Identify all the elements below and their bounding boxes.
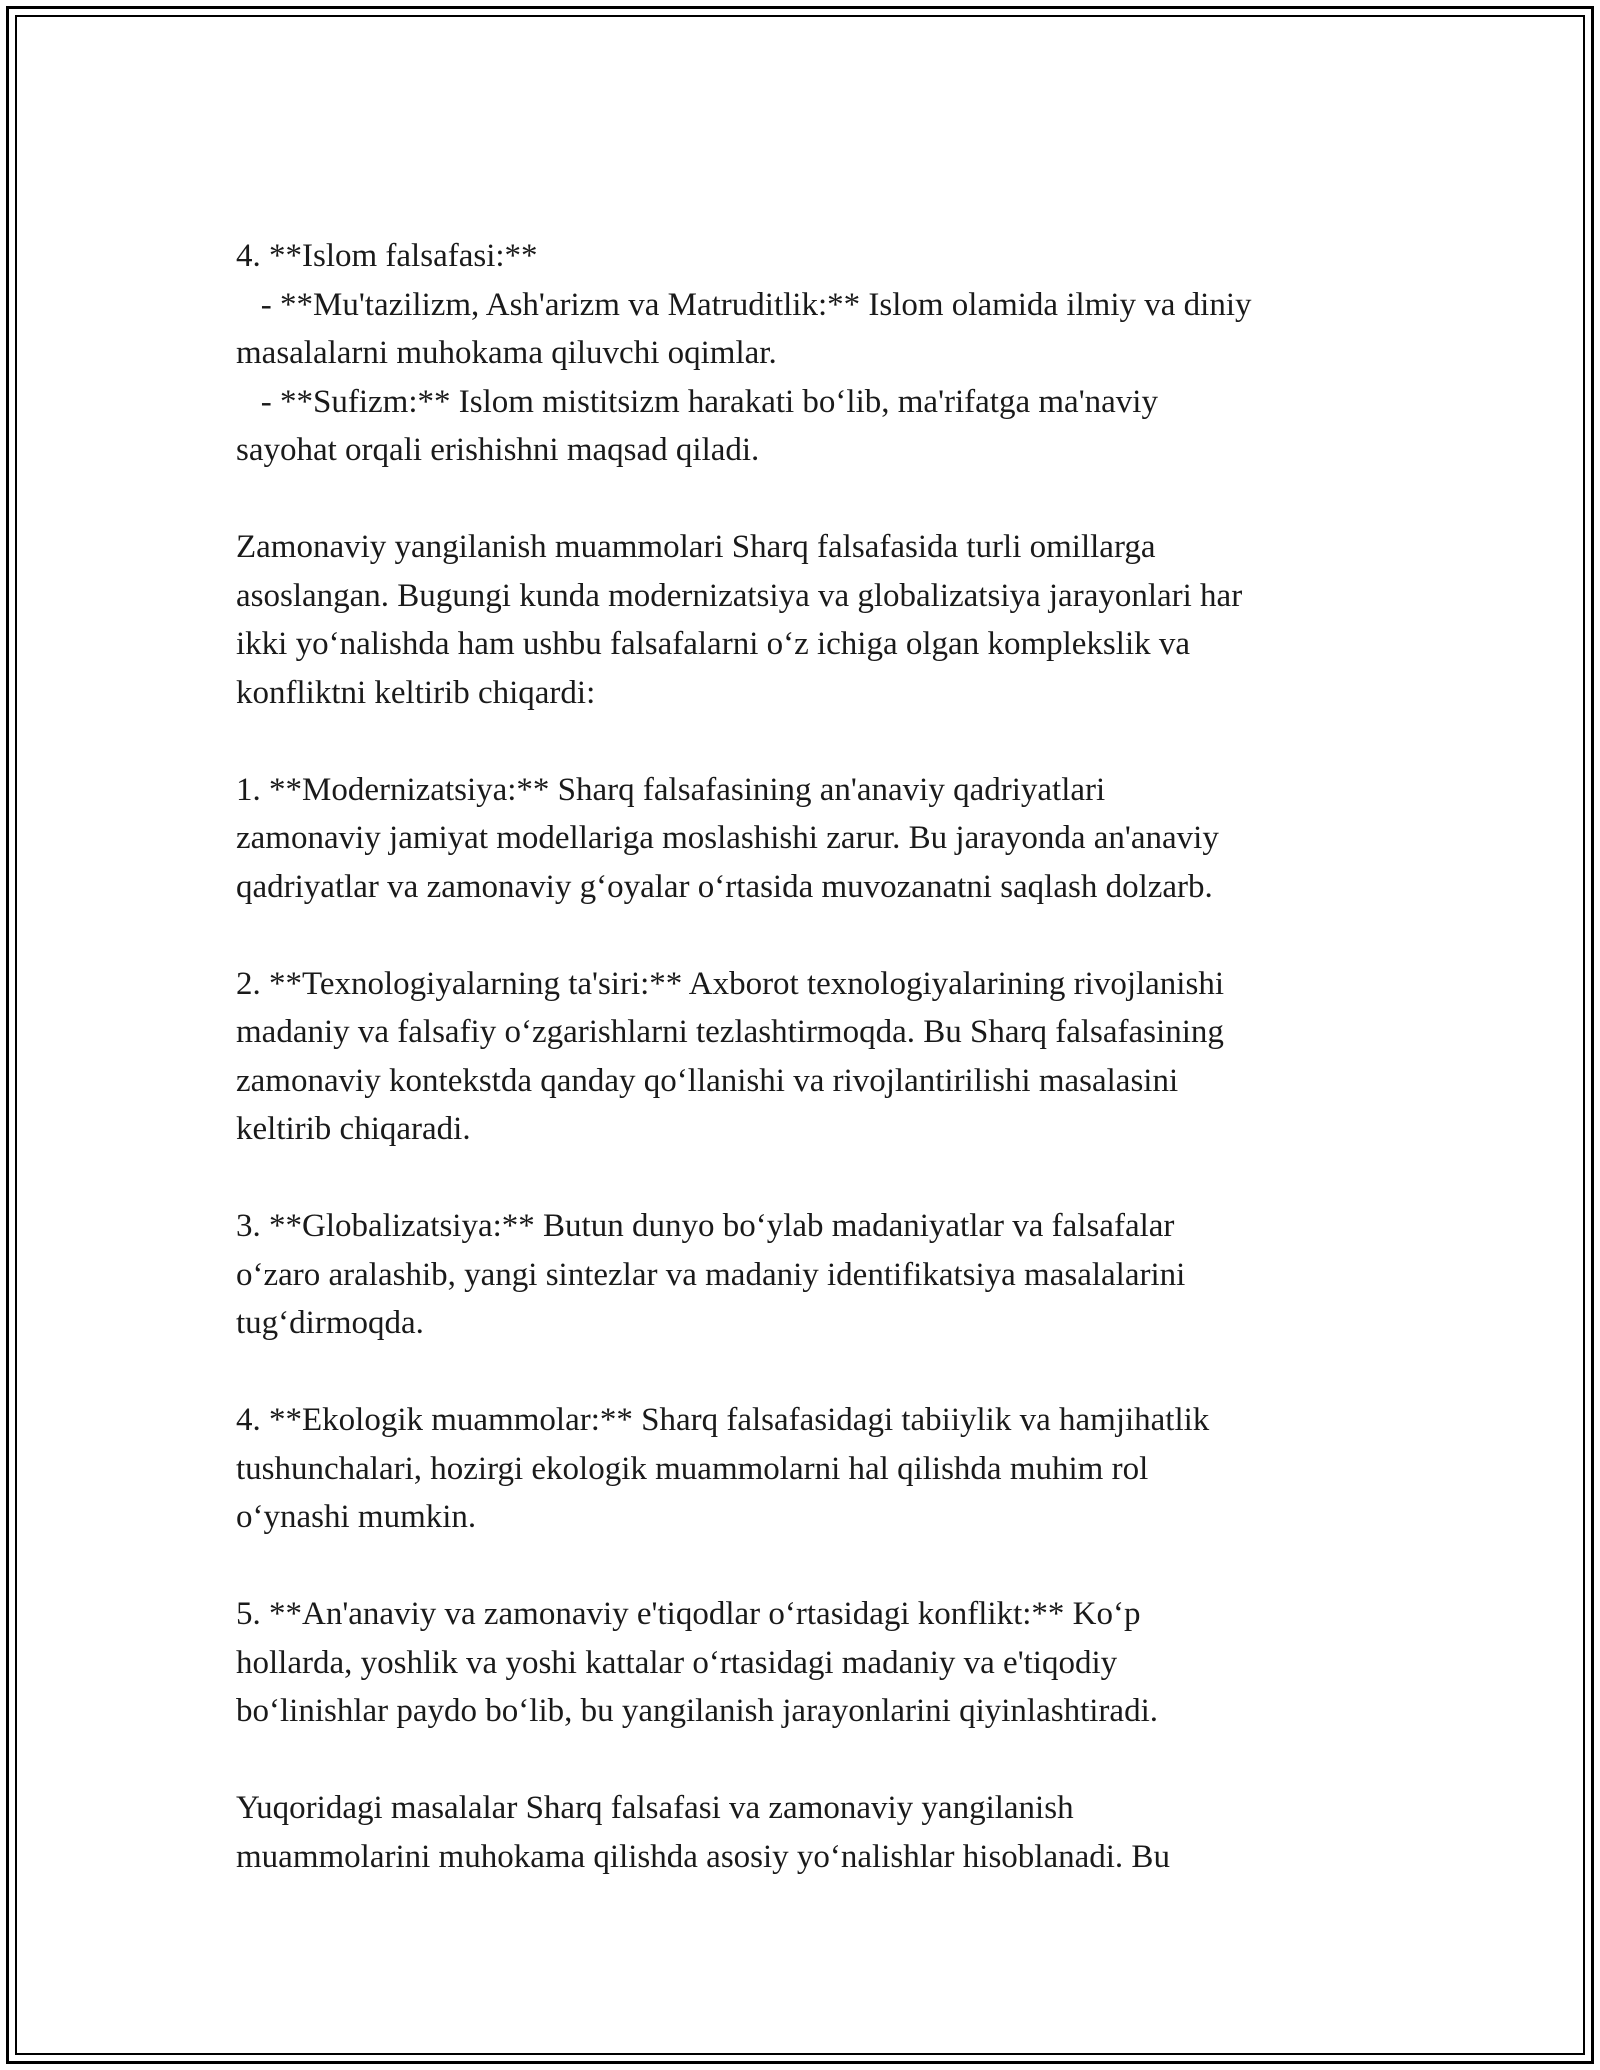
text-line: masalalarni muhokama qiluvchi oqimlar. — [236, 335, 777, 371]
text-line: - **Mu'tazilizm, Ash'arizm va Matruditlik:** Islom olamida ilmiy va diniy — [236, 286, 1252, 323]
text-line: madaniy va falsafiy o‘zgarishlarni tezlashtirmoqda. Bu Sharq falsafasining — [236, 1014, 1224, 1050]
text-line: 3. **Globalizatsiya:** Butun dunyo bo‘ylab madaniyatlar va falsafalar — [236, 1208, 1175, 1244]
paragraph-gap — [236, 1736, 1386, 1785]
paragraph-gap — [236, 717, 1386, 766]
text-line: 1. **Modernizatsiya:** Sharq falsafasining an'anaviy qadriyatlari — [236, 771, 1106, 808]
paragraph-gap — [236, 1154, 1386, 1203]
paragraph-gap — [236, 1542, 1386, 1591]
text-line: ikki yo‘nalishda ham ushbu falsafalarni o‘z ichiga olgan komplekslik va — [236, 626, 1191, 662]
islom-heading — [236, 232, 1386, 281]
paragraph-gap — [236, 911, 1386, 960]
mutazilizm-item — [236, 281, 1386, 378]
text-line: keltirib chiqaradi. — [236, 1111, 471, 1147]
paragraph-gap — [236, 475, 1386, 524]
globalizatsiya-item — [236, 1202, 1386, 1348]
sufizm-item — [236, 378, 1386, 475]
ekologik-item — [236, 1396, 1386, 1542]
text-line: sayohat orqali erishishni maqsad qiladi. — [236, 432, 760, 468]
text-line: o‘ynashi mumkin. — [236, 1499, 477, 1535]
paragraph-gap — [236, 1348, 1386, 1397]
texnologiya-item — [236, 960, 1386, 1154]
text-line: o‘zaro aralashib, yangi sintezlar va madaniy identifikatsiya masalalarini — [236, 1256, 1186, 1293]
text-line: hollarda, yoshlik va yoshi kattalar o‘rtasidagi madaniy va e'tiqodiy — [236, 1644, 1118, 1681]
text-line: muammolarini muhokama qilishda asosiy yo‘nalishlar hisoblanadi. Bu — [236, 1838, 1170, 1875]
text-line: 4. **Ekologik muammolar:** Sharq falsafasidagi tabiiylik va hamjihatlik — [236, 1402, 1210, 1438]
document-body — [236, 232, 1386, 1881]
text-line: 2. **Texnologiyalarning ta'siri:** Axborot texnologiyalarining rivojlanishi — [236, 965, 1224, 1002]
text-line: qadriyatlar va zamonaviy g‘oyalar o‘rtasida muvozanatni saqlash dolzarb. — [236, 868, 1213, 905]
text-line: tushunchalari, hozirgi ekologik muammolarni hal qilishda muhim rol — [236, 1450, 1149, 1487]
konflikt-item — [236, 1590, 1386, 1736]
modernizatsiya-item — [236, 766, 1386, 912]
text-line: konfliktni keltirib chiqardi: — [236, 674, 596, 711]
text-line: zamonaviy jamiyat modellariga moslashishi zarur. Bu jarayonda an'anaviy — [236, 820, 1219, 856]
text-line: Zamonaviy yangilanish muammolari Sharq falsafasida turli omillarga — [236, 529, 1156, 565]
text-line: 5. **An'anaviy va zamonaviy e'tiqodlar o‘rtasidagi konflikt:** Ko‘p — [236, 1596, 1141, 1632]
text-line: bo‘linishlar paydo bo‘lib, bu yangilanish jarayonlarini qiyinlashtiradi. — [236, 1693, 1158, 1729]
text-line: Yuqoridagi masalalar Sharq falsafasi va zamonaviy yangilanish — [236, 1790, 1074, 1826]
text-line: 4. **Islom falsafasi:** — [236, 238, 538, 274]
text-line: zamonaviy kontekstda qanday qo‘llanishi va rivojlantirilishi masalasini — [236, 1062, 1179, 1099]
text-line: - **Sufizm:** Islom mistitsizm harakati bo‘lib, ma'rifatga ma'naviy — [236, 383, 1158, 420]
conclusion-paragraph — [236, 1784, 1386, 1881]
text-line: tug‘dirmoqda. — [236, 1305, 424, 1341]
intro-paragraph — [236, 523, 1386, 717]
text-line: asoslangan. Bugungi kunda modernizatsiya va globalizatsiya jarayonlari har — [236, 577, 1243, 614]
